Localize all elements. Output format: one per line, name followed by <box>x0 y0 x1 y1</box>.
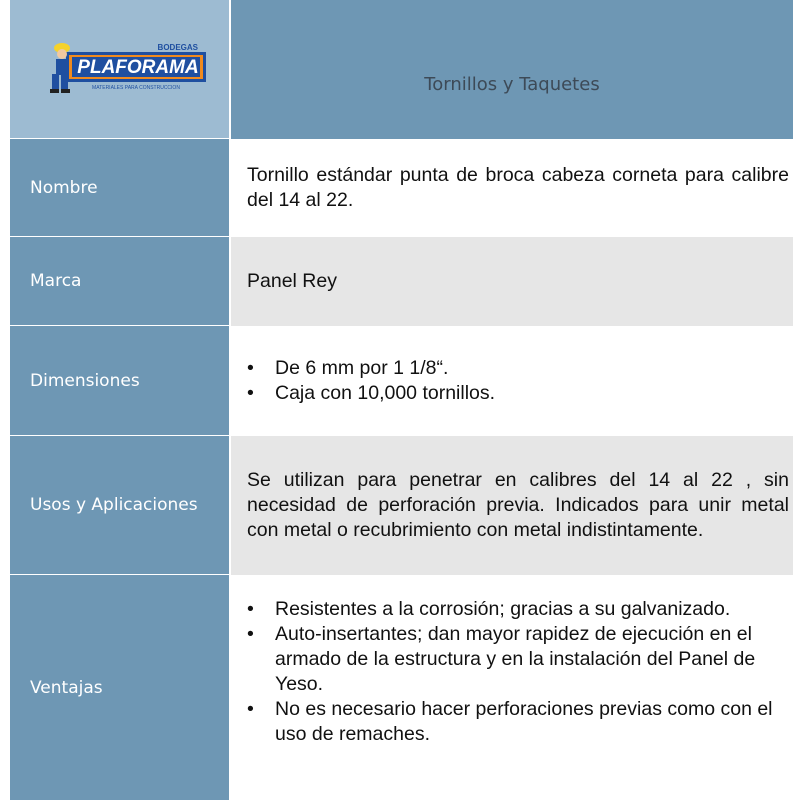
label-nombre: Nombre <box>10 139 229 237</box>
header-row <box>10 0 793 139</box>
product-sheet <box>10 0 793 800</box>
label-dimensiones: Dimensiones <box>10 326 229 436</box>
value-dimensiones <box>231 326 793 436</box>
logo-brand: PLAFORAMA <box>77 57 199 78</box>
nombre-text: Tornillo estándar punta de broca cabeza corneta para calibre del 14 al 22. <box>247 164 789 211</box>
plaforama-logo <box>48 38 208 98</box>
list-item: • Resistentes a la corrosión; gracias a su galvanizado. <box>275 597 789 622</box>
label-marca: Marca <box>10 237 229 326</box>
usos-text: Se utilizan para penetrar en calibres del 14 al 22 , sin necesidad de perforación previa. Indicados para unir metal con metal o recubrimiento con metal indistintamente. <box>247 469 789 541</box>
worker-mascot-icon <box>50 43 70 93</box>
dimensiones-list <box>247 356 789 406</box>
row-nombre <box>10 139 793 237</box>
logo-cell <box>10 0 229 139</box>
list-item: • No es necesario hacer perforaciones previas como con el uso de remaches. <box>275 697 789 747</box>
marca-text: Panel Rey <box>247 270 337 292</box>
row-marca <box>10 237 793 326</box>
logo-top-text: BODEGAS <box>157 43 198 52</box>
value-marca <box>231 237 793 326</box>
list-item: • Caja con 10,000 tornillos. <box>275 381 789 406</box>
page-title: Tornillos y Taquetes <box>231 0 793 139</box>
row-dimensiones <box>10 326 793 436</box>
logo-tagline: MATERIALES PARA CONSTRUCCION <box>92 85 180 91</box>
list-item: • De 6 mm por 1 1/8“. <box>275 356 789 381</box>
value-ventajas <box>231 575 793 800</box>
value-usos <box>231 436 793 575</box>
ventajas-list <box>247 597 789 747</box>
value-nombre <box>231 139 793 237</box>
row-usos <box>10 436 793 575</box>
label-ventajas: Ventajas <box>10 575 229 800</box>
label-usos: Usos y Aplicaciones <box>10 436 229 575</box>
row-ventajas <box>10 575 793 800</box>
list-item: • Auto-insertantes; dan mayor rapidez de ejecución en el armado de la estructura y en la instalación del Panel de Yeso. <box>275 622 789 697</box>
